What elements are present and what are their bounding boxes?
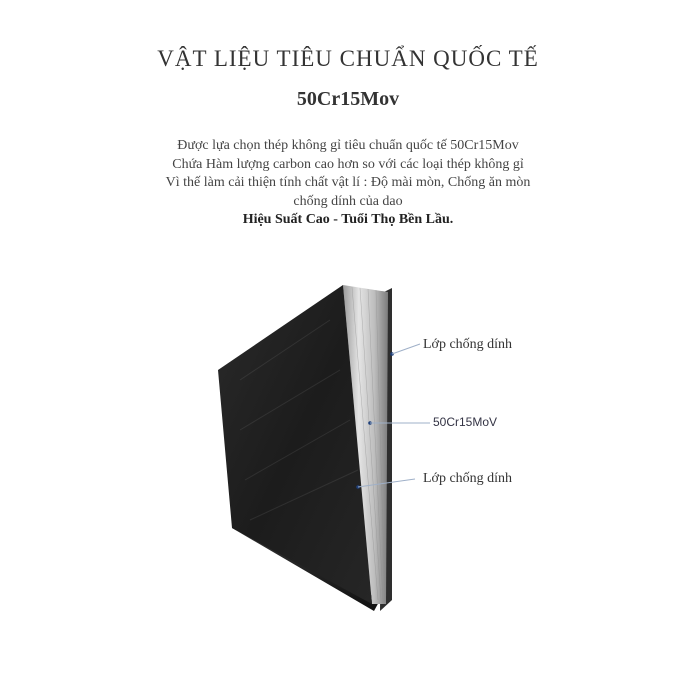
description-line: Được lựa chọn thép không gỉ tiêu chuẩn quốc tế 50Cr15Mov bbox=[177, 138, 519, 153]
description-highlight: Hiệu Suất Cao - Tuổi Thọ Bền Lầu. bbox=[242, 212, 454, 227]
material-code-subtitle: 50Cr15Mov bbox=[296, 88, 400, 110]
label-bottom-coating: Lớp chống dính bbox=[423, 471, 513, 486]
description-line: Chứa Hàm lượng carbon cao hơn so với các loại thép không gỉ bbox=[172, 156, 524, 172]
label-steel-core: 50Cr15MoV bbox=[433, 415, 498, 429]
page-title: VẬT LIỆU TIÊU CHUẨN QUỐC TẾ bbox=[157, 46, 539, 71]
description-line: chống dính của dao bbox=[293, 193, 403, 209]
label-top-coating: Lớp chống dính bbox=[423, 337, 513, 352]
marker-top-line bbox=[392, 344, 420, 354]
description-line: Vì thế làm cải thiện tính chất vật lí : Độ mài mòn, Chống ăn mòn bbox=[165, 175, 531, 190]
